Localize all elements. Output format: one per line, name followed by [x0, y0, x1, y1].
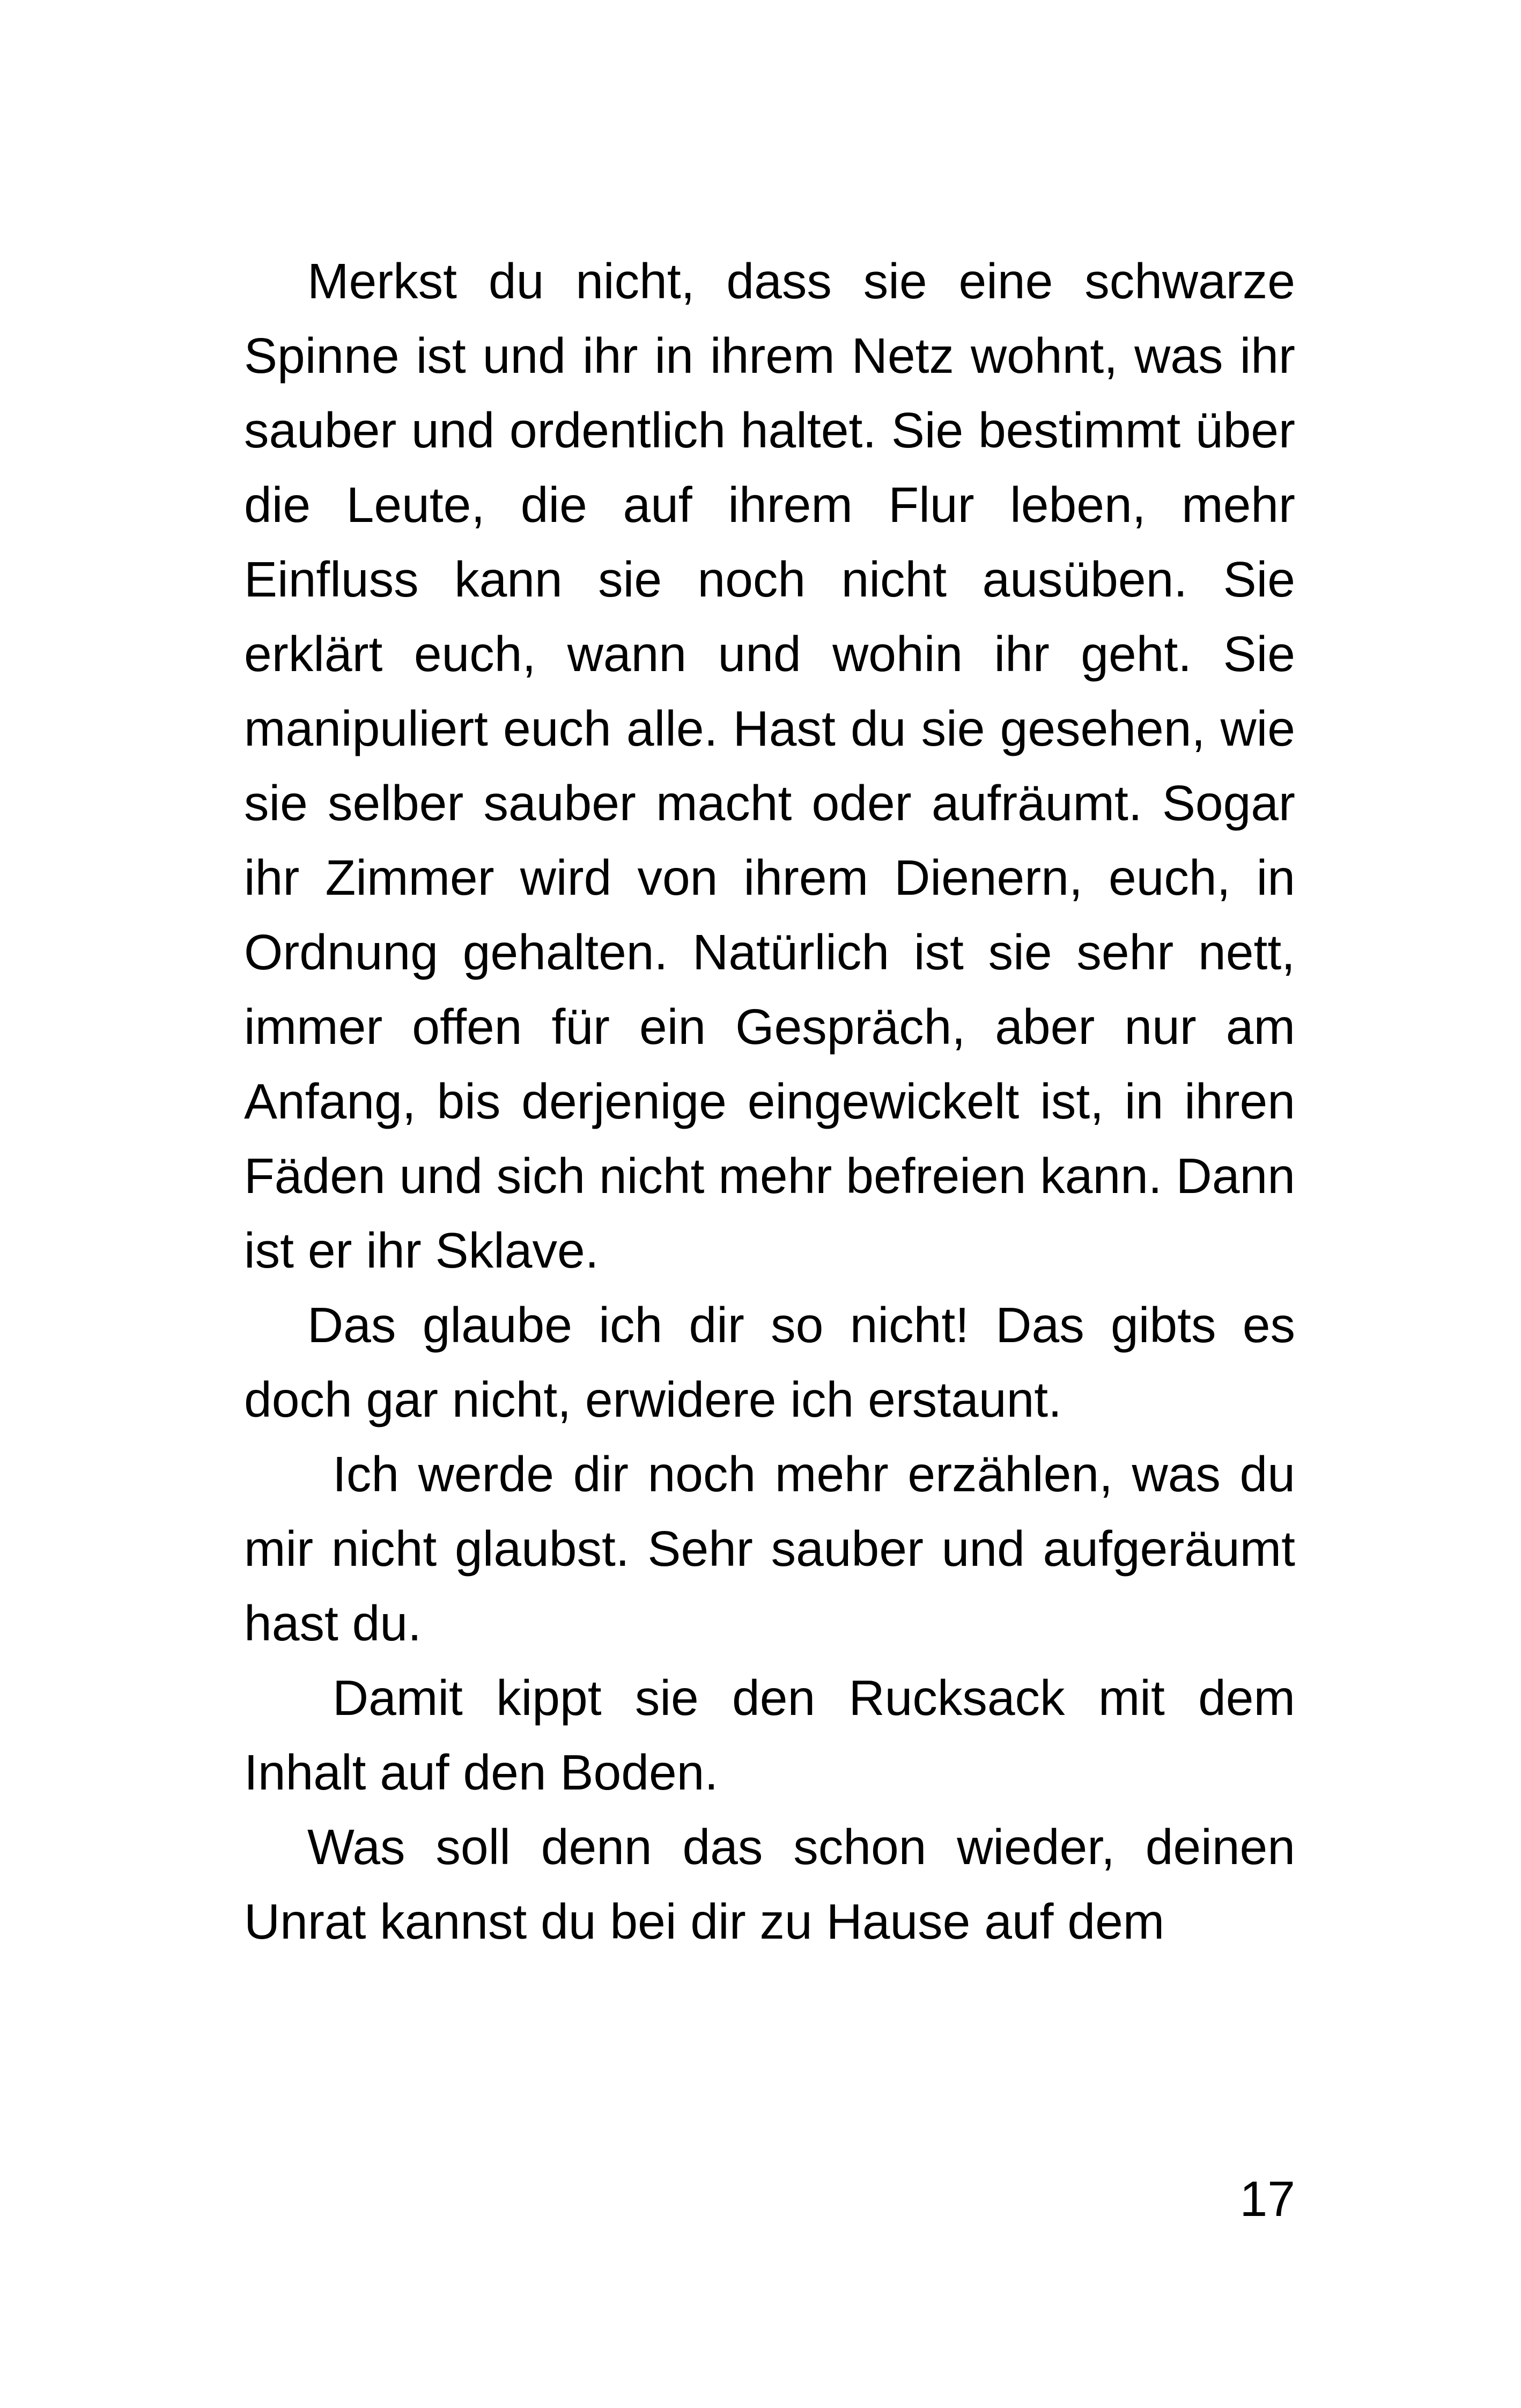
paragraph-1: Merkst du nicht, dass sie eine schwarze Spinne ist und ihr in ihrem Netz wohnt, was ihr sauber und ordentlich haltet. Sie bestimmt über die Leute, die auf ihrem Flur leben, mehr Einfluss kann sie noch nicht ausüben. Sie erklärt euch, wann und wohin ihr geht. Sie manipuliert euch alle. Hast du sie gesehen, wie sie selber sauber macht oder aufräumt. Sogar ihr Zimmer wird von ihrem Dienern, euch, in Ordnung gehalten. Natürlich ist sie sehr nett, immer offen für ein Gespräch, aber nur am Anfang, bis derjenige eingewickelt ist, in ihren Fäden und sich nicht mehr befreien kann. Dann ist er ihr Sklave. [244, 253, 1295, 1278]
page-number: 17 [1239, 2171, 1295, 2227]
paragraph-5: Was soll denn das schon wieder, deinen Unrat kannst du bei dir zu Hause auf dem [244, 1819, 1295, 1949]
paragraph-4: Damit kippt sie den Rucksack mit dem Inhalt auf den Boden. [244, 1670, 1295, 1800]
body-text [244, 244, 1295, 1959]
paragraph-2: Das glaube ich dir so nicht! Das gibts es doch gar nicht, erwidere ich erstaunt. [244, 1297, 1295, 1427]
paragraph-3: Ich werde dir noch mehr erzählen, was du mir nicht glaubst. Sehr sauber und aufgeräumt hast du. [244, 1446, 1295, 1651]
